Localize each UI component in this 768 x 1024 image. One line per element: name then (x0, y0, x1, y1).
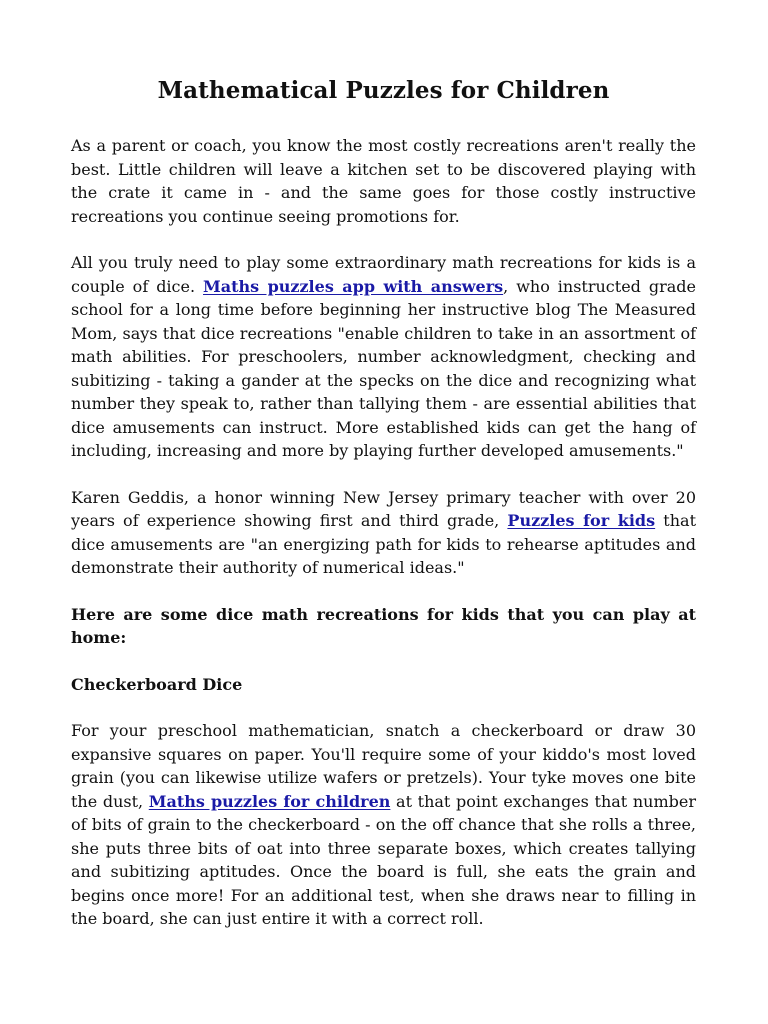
checkerboard-paragraph-text-before: For your preschool mathematician, snatch a checkerboard or draw 30 expansive squares on paper. You'll require some of your kiddo's most loved grain (you can likewise utilize wafers or pretzels). Your tyke moves one bite the dust, (71, 721, 696, 811)
dice-paragraph-text-before: All you truly need to play some extraordinary math recreations for kids is a couple of dice. (71, 253, 696, 296)
puzzles-for-kids-link[interactable]: Puzzles for kids (507, 511, 656, 530)
maths-puzzles-app-link[interactable]: Maths puzzles app with answers (203, 276, 504, 296)
page-title: Mathematical Puzzles for Children (157, 77, 610, 104)
checkerboard-paragraph-text-after: at that point exchanges that number of bits of grain to the checkerboard - on the off chance that she rolls a three, she puts three bits of oat into three separate boxes, which creates tallying and subitizing aptitudes. Once the board is full, she eats the grain and begins once more! For an additional test, when she draws near to filling in the board, she can just entire it with a correct roll. (71, 791, 696, 928)
section-heading: Checkerboard Dice (71, 674, 243, 694)
teacher-paragraph (71, 486, 696, 580)
intro-paragraph: As a parent or coach, you know the most costly recreations aren't really the best. Little children will leave a kitchen set to be discovered playing with the crate it came in - and the same goes for those costly instructive recreations you continue seeing promotions for. (71, 136, 696, 226)
teacher-paragraph-text-before: Karen Geddis, a honor winning New Jersey primary teacher with over 20 years of experience showing first and third grade, (71, 487, 696, 530)
games-subheading: Here are some dice math recreations for kids that you can play at home: (71, 604, 696, 647)
checkerboard-paragraph (71, 719, 696, 931)
dice-paragraph (71, 251, 696, 463)
maths-puzzles-for-children-link[interactable]: Maths puzzles for children (148, 791, 391, 811)
teacher-paragraph-text-after: that dice amusements are "an energizing path for kids to rehearse aptitudes and demonstrate their authority of numerical ideas." (71, 511, 696, 577)
dice-paragraph-text-after: , who instructed grade school for a long time before beginning her instructive blog The Measured Mom, says that dice recreations "enable children to take in an assortment of math abilities. For preschoolers, number acknowledgment, checking and subitizing - taking a gander at the specks on the dice and recognizing what number they speak to, rather than tallying them - are essential abilities that dice amusements can instruct. More established kids can get the hang of including, increasing and more by playing further developed amusements." (71, 276, 696, 460)
